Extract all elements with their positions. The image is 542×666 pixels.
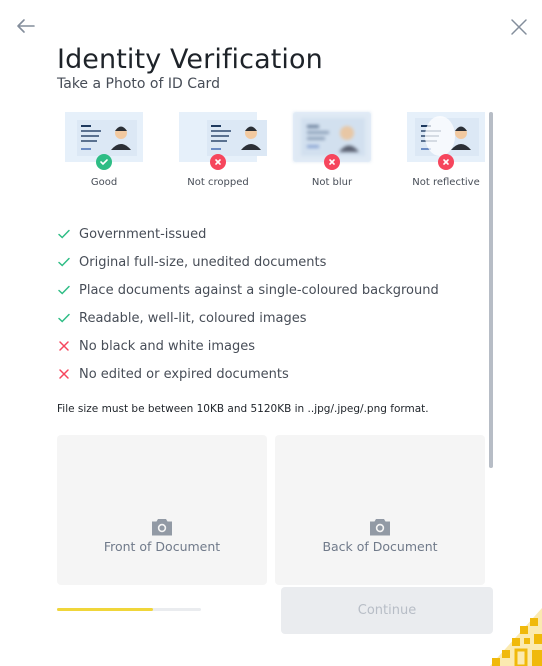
requirement-item [57, 332, 439, 360]
sample-photos [65, 112, 485, 188]
camera-icon [368, 517, 392, 537]
sample-label: Not reflective [412, 177, 480, 188]
back-button[interactable] [14, 14, 38, 38]
requirements-list [57, 220, 439, 388]
section-heading: Take a Photo of ID Card [57, 76, 220, 92]
sample-not-blur [293, 112, 371, 188]
upload-front-label: Front of Document [103, 539, 221, 554]
check-icon [57, 255, 71, 269]
requirement-text: Readable, well-lit, coloured images [79, 310, 307, 326]
check-icon [57, 283, 71, 297]
arrow-left-icon [14, 14, 38, 38]
decorative-pattern-icon [490, 608, 542, 666]
step-progress-fill [57, 608, 153, 611]
requirement-item [57, 248, 439, 276]
sample-not-reflective [407, 112, 485, 188]
cross-badge-icon [210, 154, 226, 170]
upload-area [57, 435, 485, 585]
check-icon [57, 311, 71, 325]
requirement-item [57, 360, 439, 388]
upload-back-label: Back of Document [322, 539, 438, 554]
requirement-text: Government-issued [79, 226, 207, 242]
requirement-item [57, 220, 439, 248]
cross-badge-icon [438, 154, 454, 170]
close-button[interactable] [508, 16, 530, 38]
check-icon [57, 227, 71, 241]
sample-label: Not blur [311, 177, 353, 188]
cross-icon [57, 339, 71, 353]
requirement-item [57, 276, 439, 304]
requirement-text: No black and white images [79, 338, 256, 354]
requirement-text: No edited or expired documents [79, 366, 289, 382]
sample-not-cropped [179, 112, 257, 188]
sample-label: Not cropped [187, 177, 249, 188]
file-size-note: File size must be between 10KB and 5120KB in ..jpg/.jpeg/.png format. [57, 403, 429, 415]
check-badge-icon [96, 154, 112, 170]
close-icon [508, 16, 530, 38]
requirement-text: Original full-size, unedited documents [79, 254, 327, 270]
camera-icon [150, 517, 174, 537]
upload-back-button[interactable] [275, 435, 485, 585]
cross-badge-icon [324, 154, 340, 170]
continue-button[interactable]: Continue [281, 587, 493, 634]
requirement-text: Place documents against a single-coloured background [79, 282, 439, 298]
sample-good [65, 112, 143, 188]
requirement-item [57, 304, 439, 332]
step-progress-bar [57, 608, 201, 611]
cross-icon [57, 367, 71, 381]
sample-label: Good [90, 177, 118, 188]
scroll-content[interactable] [57, 76, 493, 554]
upload-front-button[interactable] [57, 435, 267, 585]
page-title: Identity Verification [57, 44, 323, 75]
